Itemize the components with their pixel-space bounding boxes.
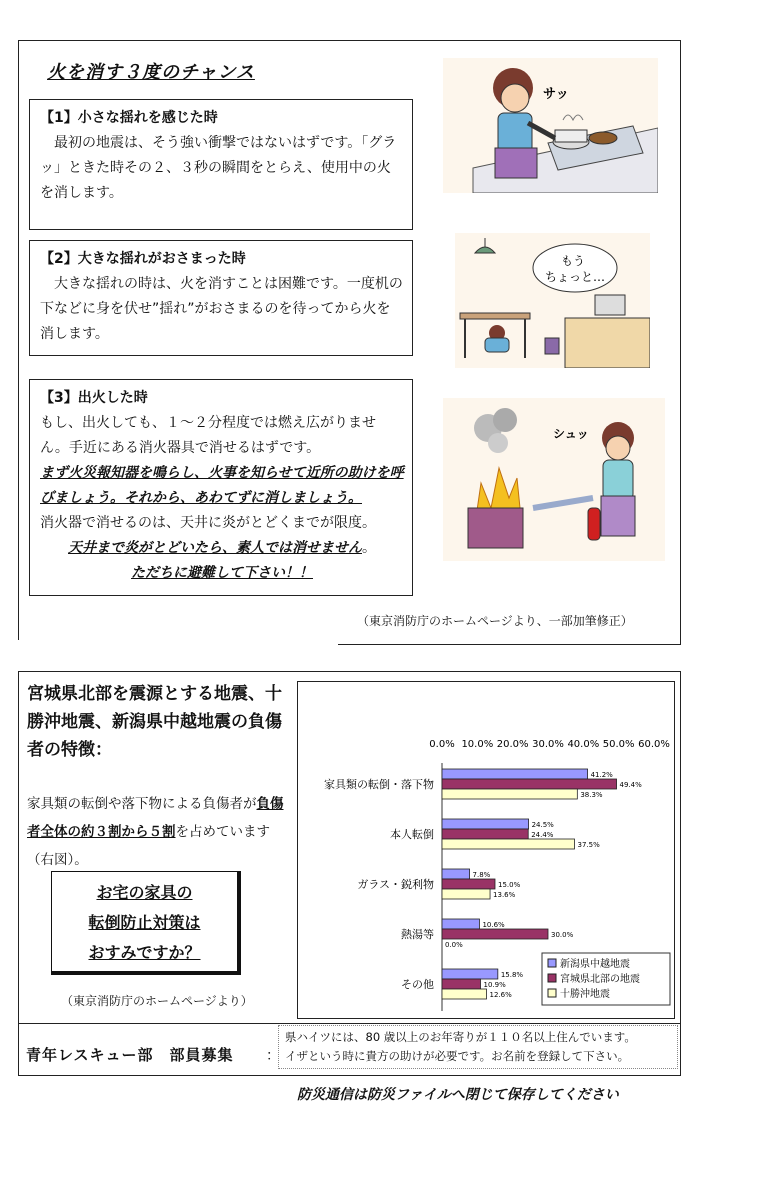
x-tick-label: 10.0% [461,739,494,750]
legend-swatch [548,974,556,982]
bar [442,769,588,779]
chance-box-1 [29,99,413,230]
chance-box-2 [29,240,413,356]
bar [442,979,481,989]
desc-pre: 家具類の転倒や落下物による負傷者が [27,796,257,812]
chance-3-emphasis-1: まず火災報知器を鳴らし、火事を知らせて近所の助けを呼びましょう。それから、あわてずに消しましょう。 [40,465,404,506]
x-tick-label: 30.0% [532,739,564,750]
recruit-colon: ： [266,1048,280,1064]
illus3-spray-text: シュッ [553,427,589,441]
category-label: 本人転倒 [390,828,434,841]
data-label: 30.0% [551,931,574,939]
recruit-note [278,1025,678,1069]
data-label: 10.6% [482,921,505,929]
data-label: 49.4% [619,781,642,789]
bar [442,879,495,889]
chance-3-emphasis-2-tail: 。 [362,540,376,556]
data-label: 37.5% [577,841,600,849]
x-tick-label: 20.0% [496,739,529,750]
category-label: 熱湯等 [401,928,434,941]
data-label: 0.0% [445,941,463,949]
bottom-section-title: 宮城県北部を震源とする地震、十勝沖地震、新潟県中越地震の負傷者の特徴： [27,684,282,760]
illus1-sound-text: サッ [543,87,569,102]
data-label: 38.3% [580,791,603,799]
furniture-question-box [51,871,241,975]
data-label: 12.6% [489,991,512,999]
legend-entry: 宮城県北部の地震 [560,974,640,985]
frame-gap [18,640,338,650]
illus2-speech-line-1: もう [561,254,586,268]
x-tick-label: 60.0% [638,739,670,750]
bar [442,819,529,829]
data-label: 24.5% [531,821,554,829]
injury-bar-chart [297,681,675,1019]
chance-2-heading: 【2】大きな揺れがおさまった時 [40,251,246,267]
illustration-turning-off-stove [443,58,658,193]
data-label: 13.6% [493,891,516,899]
x-tick-label: 50.0% [602,739,635,750]
category-label: ガラス・鋭利物 [357,878,434,891]
bar [442,789,577,799]
x-tick-label: 40.0% [567,739,600,750]
chance-3-body-1: もし、出火しても、１～２分程度では燃え広がりません。手近にある消火器具で消せるはずです。 [40,415,376,456]
data-label: 10.9% [483,981,506,989]
chance-3-heading: 【3】出火した時 [40,390,148,406]
question-line-1: お宅の家具の [96,883,193,902]
chance-3-emphasis-3: ただちに避難して下さい！！ [131,565,313,581]
injury-description [27,790,287,874]
legend-swatch [548,989,556,997]
data-label: 15.8% [500,971,524,979]
chance-3-body-2: 消火器で消せるのは、天井に炎がとどくまでが限度。 [40,515,376,531]
category-label: 家具類の転倒・落下物 [324,778,434,791]
chance-1-heading: 【1】小さな揺れを感じた時 [40,110,218,126]
bar [442,969,498,979]
illustration-hiding-under-desk [455,233,650,368]
legend-entry: 十勝沖地震 [560,989,610,1000]
recruit-note-line-1: 県ハイツには、80 歳以上のお年寄りが１１０名以上住んでいます。 [285,1030,636,1044]
chance-box-3 [29,379,413,596]
bar [442,829,528,839]
bar [442,989,487,999]
data-label: 41.2% [590,771,613,779]
footer-note: 防災通信は防災ファイルへ閉じて保存してください [297,1087,619,1103]
bar [442,779,617,789]
desc-bold: 負傷者全体の約３割から５割 [27,796,284,840]
legend-entry: 新潟県中越地震 [560,959,630,970]
data-label: 15.0% [498,881,521,889]
recruit-note-line-2: イザという時に貴方の助けが必要です。お名前を登録して下さい。 [285,1049,630,1063]
bar [442,929,548,939]
bar [442,889,490,899]
bar [442,869,470,879]
bar [442,919,479,929]
illus2-speech-line-2: ちょっと… [545,270,606,284]
bar [442,839,575,849]
top-source-note: （東京消防庁のホームページより、一部加筆修正） [357,614,633,628]
desc-post: を占めています（右図）。 [27,824,270,868]
chance-3-emphasis-2: 天井まで炎がとどいたら、素人では消せません [68,540,362,556]
illustration-extinguishing-fire [443,398,665,561]
question-line-2: 転倒防止対策は [88,913,201,932]
top-section-title: 火を消す３度のチャンス [47,62,255,83]
bottom-source-note: （東京消防庁のホームページより） [61,994,253,1008]
recruit-label: 青年レスキュー部 部員募集 [26,1046,234,1064]
chance-2-body: 大きな揺れの時は、火を消すことは困難です。一度机の下などに身を伏せ”揺れ”がおさまるのを待ってから火を消します。 [40,276,403,342]
data-label: 7.8% [472,871,491,879]
chance-1-body: 最初の地震は、そう強い衝撃ではないはずです。「グラッ」ときた時その２、３秒の瞬間をとらえ、使用中の火を消します。 [40,135,397,201]
x-tick-label: 0.0% [429,739,455,750]
category-label: その他 [401,978,434,991]
legend-swatch [548,959,556,967]
question-line-3: おすみですか？ [88,943,201,962]
data-label: 24.4% [531,831,554,839]
